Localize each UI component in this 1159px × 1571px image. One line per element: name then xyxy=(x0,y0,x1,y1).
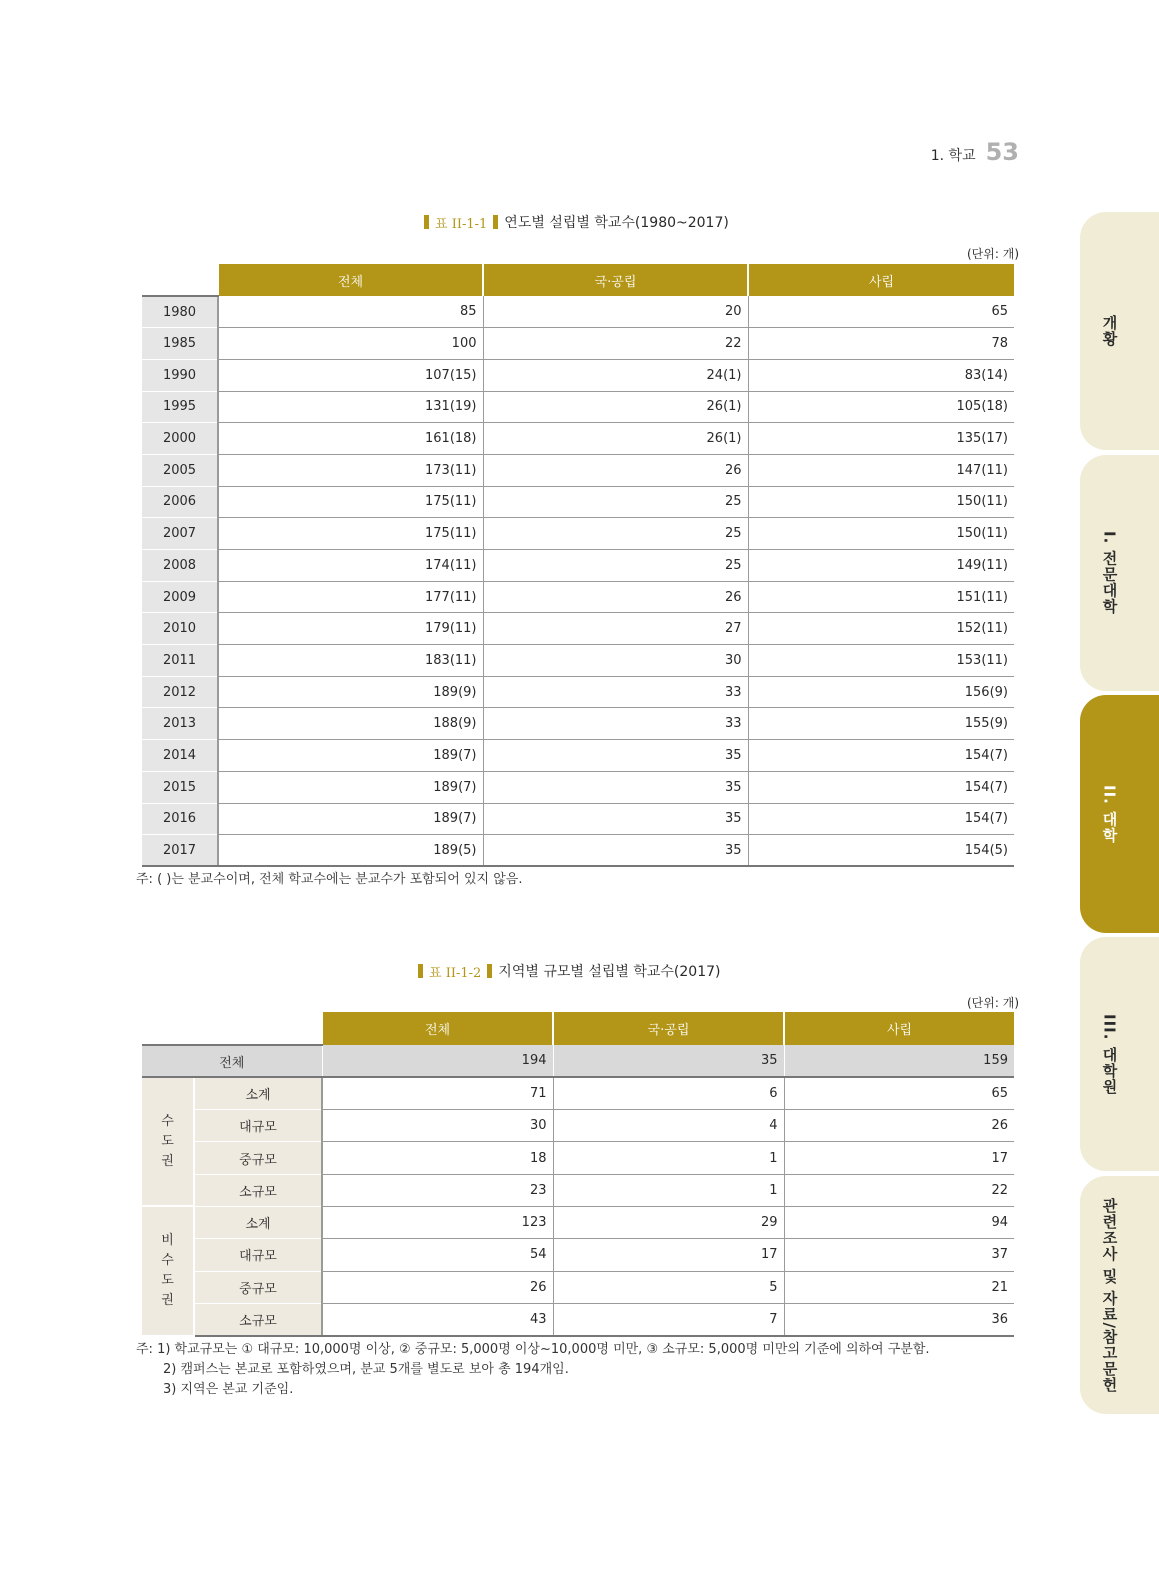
table-row xyxy=(142,1110,1014,1142)
region-label: 수 도 권 xyxy=(142,1077,194,1206)
cell-private: 105(18) xyxy=(748,391,1014,423)
table1-tag: 표 II-1-1 xyxy=(435,216,488,232)
cell-private: 154(7) xyxy=(748,740,1014,772)
cell-total: 174(11) xyxy=(218,550,483,582)
table-row xyxy=(142,1239,1014,1271)
table-row xyxy=(142,1174,1014,1206)
cell-private: 26 xyxy=(784,1110,1014,1142)
table2-total-row xyxy=(142,1045,1014,1077)
cell-private: 22 xyxy=(784,1174,1014,1206)
cell-private: 21 xyxy=(784,1271,1014,1303)
year-cell: 2009 xyxy=(142,581,218,613)
column-header: 국·공립 xyxy=(483,264,748,296)
cell-public: 33 xyxy=(483,676,748,708)
table-row xyxy=(142,581,1014,613)
year-cell: 1990 xyxy=(142,359,218,391)
cell-public: 22 xyxy=(483,328,748,360)
size-label: 중규모 xyxy=(194,1271,322,1303)
column-header: 국·공립 xyxy=(553,1012,784,1045)
note-line: 주: 1) 학교규모는 ① 대규모: 10,000명 이상, ② 중규모: 5,000명 이상~10,000명 미만, ③ 소규모: 5,000명 미만의 기준에 의하여 구분함. xyxy=(136,1342,930,1357)
year-cell: 2005 xyxy=(142,454,218,486)
table-row xyxy=(142,645,1014,677)
title-bar-icon xyxy=(418,964,423,978)
cell-public: 27 xyxy=(483,613,748,645)
table-row xyxy=(142,1303,1014,1335)
cell-public: 26 xyxy=(483,454,748,486)
side-tab-overview[interactable] xyxy=(1080,212,1159,450)
cell-public: 25 xyxy=(483,550,748,582)
cell-public: 35 xyxy=(483,835,748,867)
cell-total: 175(11) xyxy=(218,486,483,518)
cell-private: 78 xyxy=(748,328,1014,360)
cell-public: 35 xyxy=(483,740,748,772)
cell-public: 35 xyxy=(483,771,748,803)
column-header: 사립 xyxy=(748,264,1014,296)
year-cell: 2015 xyxy=(142,771,218,803)
table1-corner xyxy=(142,264,218,296)
year-cell: 2006 xyxy=(142,486,218,518)
table1-title xyxy=(424,212,729,232)
table1 xyxy=(142,264,1014,867)
year-cell: 1980 xyxy=(142,296,218,328)
table1-unit: (단위: 개) xyxy=(967,247,1019,261)
cell-public: 26(1) xyxy=(483,391,748,423)
cell-total: 30 xyxy=(322,1110,553,1142)
cell-total: 194 xyxy=(322,1045,553,1077)
size-label: 소계 xyxy=(194,1077,322,1109)
year-cell: 2017 xyxy=(142,835,218,867)
year-cell: 1985 xyxy=(142,328,218,360)
column-header: 전체 xyxy=(322,1012,553,1045)
cell-private: 65 xyxy=(784,1077,1014,1109)
table2-corner xyxy=(142,1012,322,1045)
table-row xyxy=(142,296,1014,328)
year-cell: 2011 xyxy=(142,645,218,677)
table2-title-text: 지역별 규모별 설립별 학교수(2017) xyxy=(498,964,721,980)
table-row xyxy=(142,613,1014,645)
cell-public: 4 xyxy=(553,1110,784,1142)
table-row xyxy=(142,454,1014,486)
cell-public: 35 xyxy=(483,803,748,835)
table2-header-row xyxy=(142,1012,1014,1045)
cell-private: 149(11) xyxy=(748,550,1014,582)
cell-total: 175(11) xyxy=(218,518,483,550)
year-cell: 1995 xyxy=(142,391,218,423)
year-cell: 2010 xyxy=(142,613,218,645)
table2-unit: (단위: 개) xyxy=(967,996,1019,1010)
cell-private: 154(7) xyxy=(748,803,1014,835)
cell-public: 25 xyxy=(483,518,748,550)
size-label: 소계 xyxy=(194,1206,322,1238)
table-row xyxy=(142,328,1014,360)
column-header: 사립 xyxy=(784,1012,1014,1045)
cell-total: 123 xyxy=(322,1206,553,1238)
side-tab-label: II. 대학 xyxy=(1100,784,1119,844)
cell-total: 161(18) xyxy=(218,423,483,455)
cell-public: 30 xyxy=(483,645,748,677)
table2-notes xyxy=(136,1340,930,1400)
cell-private: 83(14) xyxy=(748,359,1014,391)
cell-private: 152(11) xyxy=(748,613,1014,645)
side-tab-graduate-school[interactable] xyxy=(1080,937,1159,1171)
table-row xyxy=(142,423,1014,455)
cell-total: 100 xyxy=(218,328,483,360)
cell-total: 189(7) xyxy=(218,740,483,772)
cell-private: 159 xyxy=(784,1045,1014,1077)
cell-total: 43 xyxy=(322,1303,553,1335)
cell-total: 179(11) xyxy=(218,613,483,645)
cell-total: 189(7) xyxy=(218,771,483,803)
cell-private: 17 xyxy=(784,1142,1014,1174)
region-label: 비 수 도 권 xyxy=(142,1206,194,1335)
year-cell: 2016 xyxy=(142,803,218,835)
cell-public: 33 xyxy=(483,708,748,740)
year-cell: 2012 xyxy=(142,676,218,708)
title-bar-icon xyxy=(487,964,492,978)
cell-total: 85 xyxy=(218,296,483,328)
table-row xyxy=(142,708,1014,740)
size-label: 대규모 xyxy=(194,1239,322,1271)
cell-private: 150(11) xyxy=(748,486,1014,518)
cell-public: 5 xyxy=(553,1271,784,1303)
table-row xyxy=(142,771,1014,803)
side-tab-label: III. 대학원 xyxy=(1100,1013,1119,1095)
cell-private: 65 xyxy=(748,296,1014,328)
cell-total: 183(11) xyxy=(218,645,483,677)
cell-private: 36 xyxy=(784,1303,1014,1335)
cell-private: 135(17) xyxy=(748,423,1014,455)
table2-title xyxy=(418,961,721,981)
size-label: 중규모 xyxy=(194,1142,322,1174)
table-row xyxy=(142,359,1014,391)
cell-private: 37 xyxy=(784,1239,1014,1271)
cell-private: 94 xyxy=(784,1206,1014,1238)
year-cell: 2014 xyxy=(142,740,218,772)
side-tab-label: 관련조사 및 자료/참고문헌 xyxy=(1100,1197,1119,1393)
row-label: 전체 xyxy=(142,1045,322,1077)
table-row xyxy=(142,676,1014,708)
table-row xyxy=(142,835,1014,867)
table-row xyxy=(142,740,1014,772)
cell-public: 17 xyxy=(553,1239,784,1271)
table-row xyxy=(142,391,1014,423)
table-row xyxy=(142,1271,1014,1303)
cell-public: 1 xyxy=(553,1174,784,1206)
cell-public: 6 xyxy=(553,1077,784,1109)
cell-private: 150(11) xyxy=(748,518,1014,550)
cell-total: 71 xyxy=(322,1077,553,1109)
cell-public: 26(1) xyxy=(483,423,748,455)
note-line: 2) 캠퍼스는 본교로 포함하였으며, 분교 5개를 별도로 보아 총 194개임. xyxy=(163,1362,569,1377)
section-label: 1. 학교 xyxy=(930,148,976,164)
cell-private: 154(5) xyxy=(748,835,1014,867)
cell-total: 18 xyxy=(322,1142,553,1174)
table1-note: 주: ( )는 분교수이며, 전체 학교수에는 분교수가 포함되어 있지 않음. xyxy=(136,872,523,887)
cell-public: 24(1) xyxy=(483,359,748,391)
side-tab-label: I. 전문대학 xyxy=(1100,531,1119,615)
cell-public: 26 xyxy=(483,581,748,613)
cell-total: 188(9) xyxy=(218,708,483,740)
table2 xyxy=(142,1012,1014,1337)
table-row xyxy=(142,550,1014,582)
cell-total: 131(19) xyxy=(218,391,483,423)
column-header: 전체 xyxy=(218,264,483,296)
cell-total: 26 xyxy=(322,1271,553,1303)
table2-tag: 표 II-1-2 xyxy=(429,965,482,981)
title-bar-icon xyxy=(493,215,498,229)
cell-private: 154(7) xyxy=(748,771,1014,803)
page-number: 53 xyxy=(985,138,1019,166)
size-label: 소규모 xyxy=(194,1303,322,1335)
cell-total: 23 xyxy=(322,1174,553,1206)
table-row xyxy=(142,486,1014,518)
cell-private: 151(11) xyxy=(748,581,1014,613)
year-cell: 2000 xyxy=(142,423,218,455)
cell-total: 189(7) xyxy=(218,803,483,835)
cell-total: 177(11) xyxy=(218,581,483,613)
year-cell: 2013 xyxy=(142,708,218,740)
side-tab-references[interactable] xyxy=(1080,1176,1159,1414)
cell-total: 173(11) xyxy=(218,454,483,486)
cell-public: 35 xyxy=(553,1045,784,1077)
cell-public: 29 xyxy=(553,1206,784,1238)
table1-title-text: 연도별 설립별 학교수(1980~2017) xyxy=(504,215,729,231)
table1-header-row xyxy=(142,264,1014,296)
cell-private: 156(9) xyxy=(748,676,1014,708)
cell-private: 155(9) xyxy=(748,708,1014,740)
title-bar-icon xyxy=(424,215,429,229)
cell-private: 147(11) xyxy=(748,454,1014,486)
year-cell: 2007 xyxy=(142,518,218,550)
cell-total: 107(15) xyxy=(218,359,483,391)
side-tab-label: 개황 xyxy=(1100,315,1119,347)
cell-total: 54 xyxy=(322,1239,553,1271)
year-cell: 2008 xyxy=(142,550,218,582)
table-row xyxy=(142,1206,1014,1238)
cell-public: 25 xyxy=(483,486,748,518)
table-row xyxy=(142,1142,1014,1174)
side-tab-university[interactable] xyxy=(1080,695,1159,933)
table-row xyxy=(142,518,1014,550)
size-label: 소규모 xyxy=(194,1174,322,1206)
running-header xyxy=(931,138,1019,166)
cell-public: 20 xyxy=(483,296,748,328)
cell-total: 189(5) xyxy=(218,835,483,867)
note-line: 3) 지역은 본교 기준임. xyxy=(163,1382,294,1397)
cell-total: 189(9) xyxy=(218,676,483,708)
side-tab-junior-college[interactable] xyxy=(1080,455,1159,691)
cell-public: 1 xyxy=(553,1142,784,1174)
table-row xyxy=(142,1077,1014,1109)
cell-private: 153(11) xyxy=(748,645,1014,677)
size-label: 대규모 xyxy=(194,1110,322,1142)
cell-public: 7 xyxy=(553,1303,784,1335)
table-row xyxy=(142,803,1014,835)
